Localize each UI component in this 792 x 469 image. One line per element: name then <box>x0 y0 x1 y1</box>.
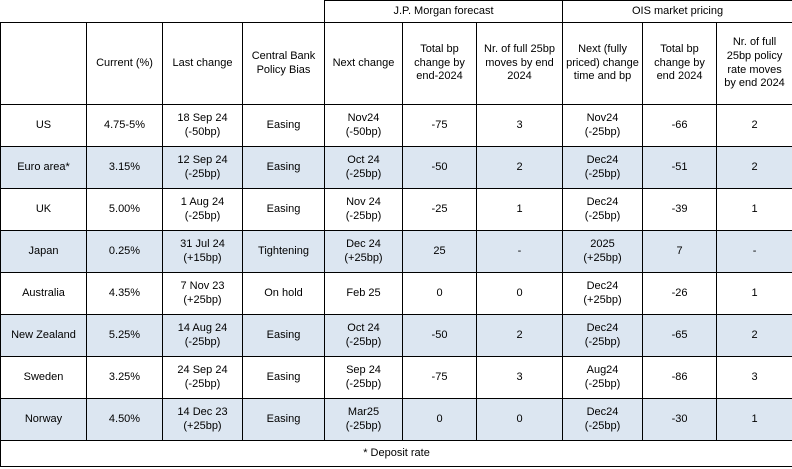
row-next-change-date: Nov24 <box>347 111 380 124</box>
row-next-change-bp: (-50bp) <box>345 125 382 138</box>
row-last-change-date: 18 Sep 24 <box>177 111 228 124</box>
row-ois-total-bp: -30 <box>643 399 717 441</box>
row-last-change-bp: (+25bp) <box>183 419 222 432</box>
row-last-change-date: 12 Sep 24 <box>177 153 228 166</box>
table-row <box>1 105 792 147</box>
row-country: Sweden <box>1 357 87 399</box>
row-next-change-date: Oct 24 <box>347 153 380 166</box>
footnote-row <box>1 441 792 467</box>
column-header-ois-total-bp: Total bp change by end 2024 <box>643 23 717 105</box>
row-ois-moves: - <box>717 231 792 273</box>
row-next-change-bp: (+25bp) <box>344 251 383 264</box>
table-row <box>1 189 792 231</box>
row-last-change <box>163 399 243 441</box>
row-last-change <box>163 357 243 399</box>
column-header-current: Current (%) <box>87 23 163 105</box>
row-next-change-date: Feb 25 <box>346 286 381 299</box>
row-ois-next-date: Aug24 <box>586 363 619 376</box>
row-ois-total-bp: -51 <box>643 147 717 189</box>
row-policy-bias: Tightening <box>243 231 325 273</box>
row-current: 4.35% <box>87 273 163 315</box>
row-ois-next <box>563 399 643 441</box>
column-header-policy-bias: Central Bank Policy Bias <box>243 23 325 105</box>
row-ois-total-bp: -26 <box>643 273 717 315</box>
row-current: 5.25% <box>87 315 163 357</box>
row-next-change-date: Sep 24 <box>346 363 381 376</box>
row-last-change-date: 24 Sep 24 <box>177 363 228 376</box>
row-next-change-bp: (-25bp) <box>345 167 382 180</box>
row-ois-moves: 2 <box>717 105 792 147</box>
row-ois-next-bp: (-25bp) <box>584 125 621 138</box>
row-last-change <box>163 105 243 147</box>
row-policy-bias: Easing <box>243 189 325 231</box>
row-total-bp-2024: -75 <box>403 105 477 147</box>
row-next-change-date: Dec 24 <box>346 237 381 250</box>
row-next-change-bp: (-25bp) <box>345 209 382 222</box>
row-last-change-bp: (-25bp) <box>184 209 221 222</box>
row-moves-2024: 3 <box>477 357 563 399</box>
row-last-change-date: 1 Aug 24 <box>180 195 225 208</box>
row-ois-next-date: Dec24 <box>586 405 619 418</box>
footnote-text: * Deposit rate <box>1 441 792 467</box>
row-last-change-date: 14 Dec 23 <box>177 405 228 418</box>
row-last-change-bp: (-50bp) <box>184 125 221 138</box>
row-ois-moves: 1 <box>717 189 792 231</box>
row-ois-next <box>563 189 643 231</box>
table-row <box>1 399 792 441</box>
row-next-change-date: Nov 24 <box>346 195 381 208</box>
row-last-change-date: 14 Aug 24 <box>177 321 228 334</box>
row-country: Norway <box>1 399 87 441</box>
row-last-change <box>163 315 243 357</box>
row-policy-bias: Easing <box>243 315 325 357</box>
group-header-ois: OIS market pricing <box>563 1 792 23</box>
row-current: 5.00% <box>87 189 163 231</box>
table-row <box>1 357 792 399</box>
row-policy-bias: Easing <box>243 105 325 147</box>
row-next-change <box>325 105 403 147</box>
row-ois-total-bp: -39 <box>643 189 717 231</box>
row-ois-next <box>563 147 643 189</box>
row-moves-2024: 0 <box>477 273 563 315</box>
row-ois-next-bp: (-25bp) <box>584 335 621 348</box>
table-row <box>1 231 792 273</box>
row-last-change <box>163 231 243 273</box>
column-header-row <box>1 23 792 105</box>
row-country: Japan <box>1 231 87 273</box>
row-country: New Zealand <box>1 315 87 357</box>
row-country: Australia <box>1 273 87 315</box>
row-next-change <box>325 231 403 273</box>
row-ois-moves: 2 <box>717 147 792 189</box>
row-ois-moves: 1 <box>717 273 792 315</box>
row-moves-2024: 3 <box>477 105 563 147</box>
row-last-change-bp: (+15bp) <box>183 251 222 264</box>
row-next-change <box>325 357 403 399</box>
row-ois-next-bp: (-25bp) <box>584 167 621 180</box>
group-header-jpm: J.P. Morgan forecast <box>325 1 563 23</box>
row-moves-2024: 2 <box>477 147 563 189</box>
row-ois-total-bp: -66 <box>643 105 717 147</box>
row-ois-next <box>563 357 643 399</box>
row-total-bp-2024: -75 <box>403 357 477 399</box>
row-ois-total-bp: -65 <box>643 315 717 357</box>
row-ois-next-date: Dec24 <box>586 153 619 166</box>
row-total-bp-2024: 0 <box>403 273 477 315</box>
table-row <box>1 147 792 189</box>
row-ois-next <box>563 273 643 315</box>
row-current: 4.50% <box>87 399 163 441</box>
row-next-change-bp: (-25bp) <box>345 419 382 432</box>
row-next-change <box>325 147 403 189</box>
row-ois-next-date: Dec24 <box>586 279 619 292</box>
column-header-ois-moves: Nr. of full 25bp policy rate moves by end 2024 <box>717 23 792 105</box>
row-current: 3.15% <box>87 147 163 189</box>
row-policy-bias: On hold <box>243 273 325 315</box>
row-ois-next-bp: (+25bp) <box>583 251 622 264</box>
row-ois-next <box>563 105 643 147</box>
row-policy-bias: Easing <box>243 357 325 399</box>
row-next-change <box>325 273 403 315</box>
row-last-change <box>163 189 243 231</box>
row-ois-total-bp: 7 <box>643 231 717 273</box>
row-ois-next-bp: (-25bp) <box>584 419 621 432</box>
row-country: US <box>1 105 87 147</box>
row-ois-next-date: Dec24 <box>586 321 619 334</box>
row-total-bp-2024: -50 <box>403 315 477 357</box>
row-last-change-bp: (-25bp) <box>184 167 221 180</box>
row-current: 3.25% <box>87 357 163 399</box>
row-last-change <box>163 273 243 315</box>
column-header-total-bp-end-2024: Total bp change by end-2024 <box>403 23 477 105</box>
group-header-row <box>1 1 792 23</box>
row-current: 4.75-5% <box>87 105 163 147</box>
row-ois-next-date: Nov24 <box>586 111 619 124</box>
row-next-change <box>325 189 403 231</box>
column-header-moves-end-2024: Nr. of full 25bp moves by end 2024 <box>477 23 563 105</box>
column-header-country <box>1 23 87 105</box>
row-ois-next <box>563 315 643 357</box>
row-next-change <box>325 399 403 441</box>
row-total-bp-2024: 25 <box>403 231 477 273</box>
table-row <box>1 273 792 315</box>
row-ois-next-bp: (+25bp) <box>583 293 622 306</box>
row-ois-total-bp: -86 <box>643 357 717 399</box>
row-last-change-bp: (-25bp) <box>184 377 221 390</box>
column-header-ois-next-change: Next (fully priced) change time and bp <box>563 23 643 105</box>
row-next-change-date: Mar25 <box>347 405 380 418</box>
row-last-change-bp: (-25bp) <box>184 335 221 348</box>
row-total-bp-2024: -25 <box>403 189 477 231</box>
table-row <box>1 315 792 357</box>
row-policy-bias: Easing <box>243 147 325 189</box>
row-country: Euro area* <box>1 147 87 189</box>
row-total-bp-2024: -50 <box>403 147 477 189</box>
row-ois-moves: 3 <box>717 357 792 399</box>
row-last-change <box>163 147 243 189</box>
row-moves-2024: 2 <box>477 315 563 357</box>
row-ois-next-date: Dec24 <box>586 195 619 208</box>
group-header-blank <box>1 1 325 23</box>
row-ois-moves: 2 <box>717 315 792 357</box>
row-next-change-bp: (-25bp) <box>345 335 382 348</box>
row-last-change-date: 7 Nov 23 <box>180 279 225 292</box>
row-current: 0.25% <box>87 231 163 273</box>
row-ois-next-date: 2025 <box>590 237 615 250</box>
row-moves-2024: 1 <box>477 189 563 231</box>
row-policy-bias: Easing <box>243 399 325 441</box>
row-last-change-bp: (+25bp) <box>183 293 222 306</box>
row-next-change-date: Oct 24 <box>347 321 380 334</box>
row-moves-2024: - <box>477 231 563 273</box>
column-header-last-change: Last change <box>163 23 243 105</box>
row-ois-next <box>563 231 643 273</box>
row-ois-next-bp: (-25bp) <box>584 377 621 390</box>
column-header-next-change: Next change <box>325 23 403 105</box>
row-moves-2024: 0 <box>477 399 563 441</box>
row-country: UK <box>1 189 87 231</box>
row-total-bp-2024: 0 <box>403 399 477 441</box>
row-ois-moves: 1 <box>717 399 792 441</box>
row-last-change-date: 31 Jul 24 <box>180 237 225 250</box>
row-next-change-bp: (-25bp) <box>345 377 382 390</box>
row-next-change <box>325 315 403 357</box>
row-ois-next-bp: (-25bp) <box>584 209 621 222</box>
table-body <box>1 105 792 467</box>
